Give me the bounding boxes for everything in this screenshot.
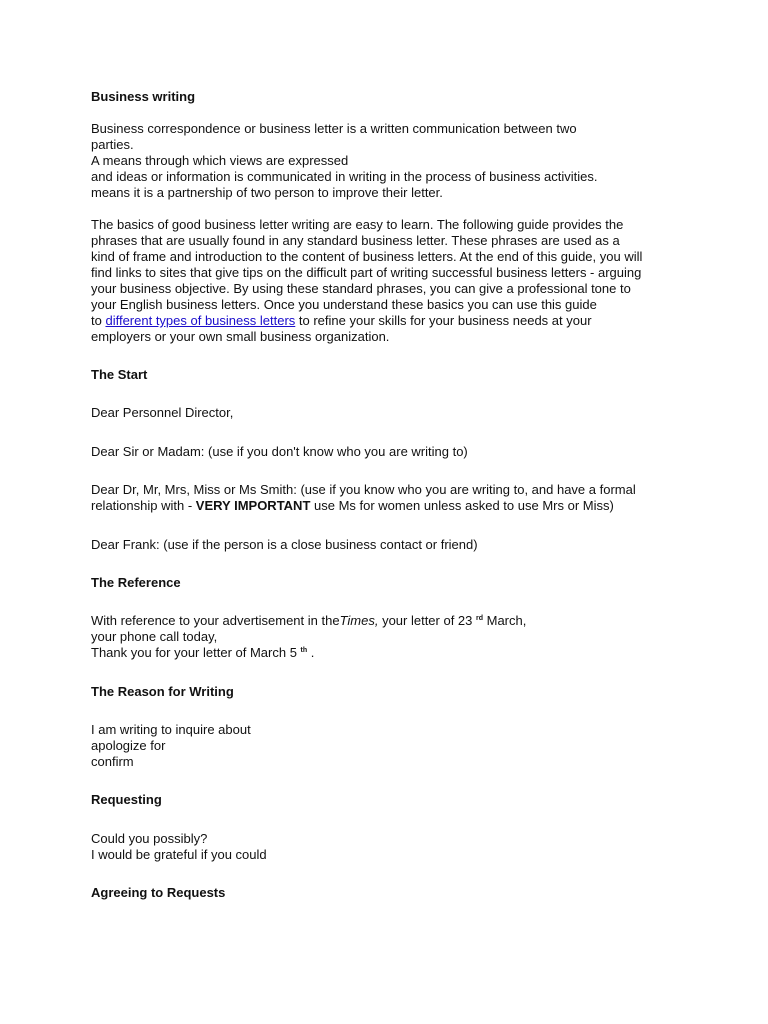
basics-line: find links to sites that give tips on the difficult part of writing successful business letters - arguing <box>91 265 642 280</box>
basics-line: The basics of good business letter writing are easy to learn. The following guide provides the <box>91 217 624 232</box>
reference-paragraph <box>91 613 526 661</box>
reason-paragraph <box>91 722 251 770</box>
requesting-line: Could you possibly? <box>91 831 208 846</box>
text-span: your letter of 23 <box>378 613 477 628</box>
start-greeting-1: Dear Personnel Director, <box>91 405 234 420</box>
intro-line: A means through which views are expressed <box>91 153 349 168</box>
ordinal-suffix: rd <box>476 615 484 622</box>
text-span: Thank you for your letter of March 5 <box>91 645 301 660</box>
intro-line: means it is a partnership of two person to improve their letter. <box>91 185 443 200</box>
start-heading: The Start <box>91 367 148 382</box>
basics-paragraph <box>91 217 642 345</box>
start-greeting-2: Dear Sir or Madam: (use if you don't know who you are writing to) <box>91 444 468 459</box>
reference-line-1 <box>91 613 526 629</box>
reason-line: apologize for <box>91 738 166 753</box>
start-greeting-3-line1: Dear Dr, Mr, Mrs, Miss or Ms Smith: (use if you know who you are writing to, and have a formal <box>91 482 636 497</box>
business-letters-link[interactable]: different types of business letters <box>105 313 296 328</box>
agreeing-heading: Agreeing to Requests <box>91 885 226 900</box>
basics-link-suffix: to refine your skills for your business needs at your <box>295 313 592 328</box>
start-greeting-3 <box>91 482 636 514</box>
reference-heading: The Reference <box>91 575 181 590</box>
basics-line: kind of frame and introduction to the content of business letters. At the end of this guide, you will <box>91 249 643 264</box>
reference-line-3 <box>91 645 526 661</box>
basics-line: your English business letters. Once you understand these basics you can use this guide <box>91 297 597 312</box>
document-title: Business writing <box>91 89 196 104</box>
intro-line: parties. <box>91 137 134 152</box>
basics-line: your business objective. By using these standard phrases, you can give a professional tone to <box>91 281 631 296</box>
text-span: . <box>307 645 315 660</box>
intro-line: Business correspondence or business letter is a written communication between two <box>91 121 577 136</box>
basics-link-line <box>91 313 642 329</box>
requesting-line: I would be grateful if you could <box>91 847 267 862</box>
intro-line: and ideas or information is communicated in writing in the process of business activities. <box>91 169 598 184</box>
requesting-paragraph <box>91 831 267 863</box>
text-span: March, <box>483 613 527 628</box>
text-span: relationship with - <box>91 498 196 513</box>
text-span: With reference to your advertisement in the <box>91 613 340 628</box>
basics-line: phrases that are usually found in any standard business letter. These phrases are used as a <box>91 233 620 248</box>
basics-link-prefix: to <box>91 313 106 328</box>
requesting-heading: Requesting <box>91 792 162 807</box>
start-greeting-3-line2 <box>91 498 636 514</box>
intro-paragraph <box>91 121 598 201</box>
reason-heading: The Reason for Writing <box>91 684 234 699</box>
reason-line: I am writing to inquire about <box>91 722 251 737</box>
very-important-text: VERY IMPORTANT <box>195 498 311 513</box>
ordinal-suffix: th <box>300 647 308 654</box>
text-span: use Ms for women unless asked to use Mrs or Miss) <box>310 498 614 513</box>
times-italic: Times, <box>339 613 379 628</box>
start-greeting-4: Dear Frank: (use if the person is a close business contact or friend) <box>91 537 478 552</box>
reference-line-2: your phone call today, <box>91 629 218 644</box>
reason-line: confirm <box>91 754 134 769</box>
basics-line: employers or your own small business organization. <box>91 329 390 344</box>
